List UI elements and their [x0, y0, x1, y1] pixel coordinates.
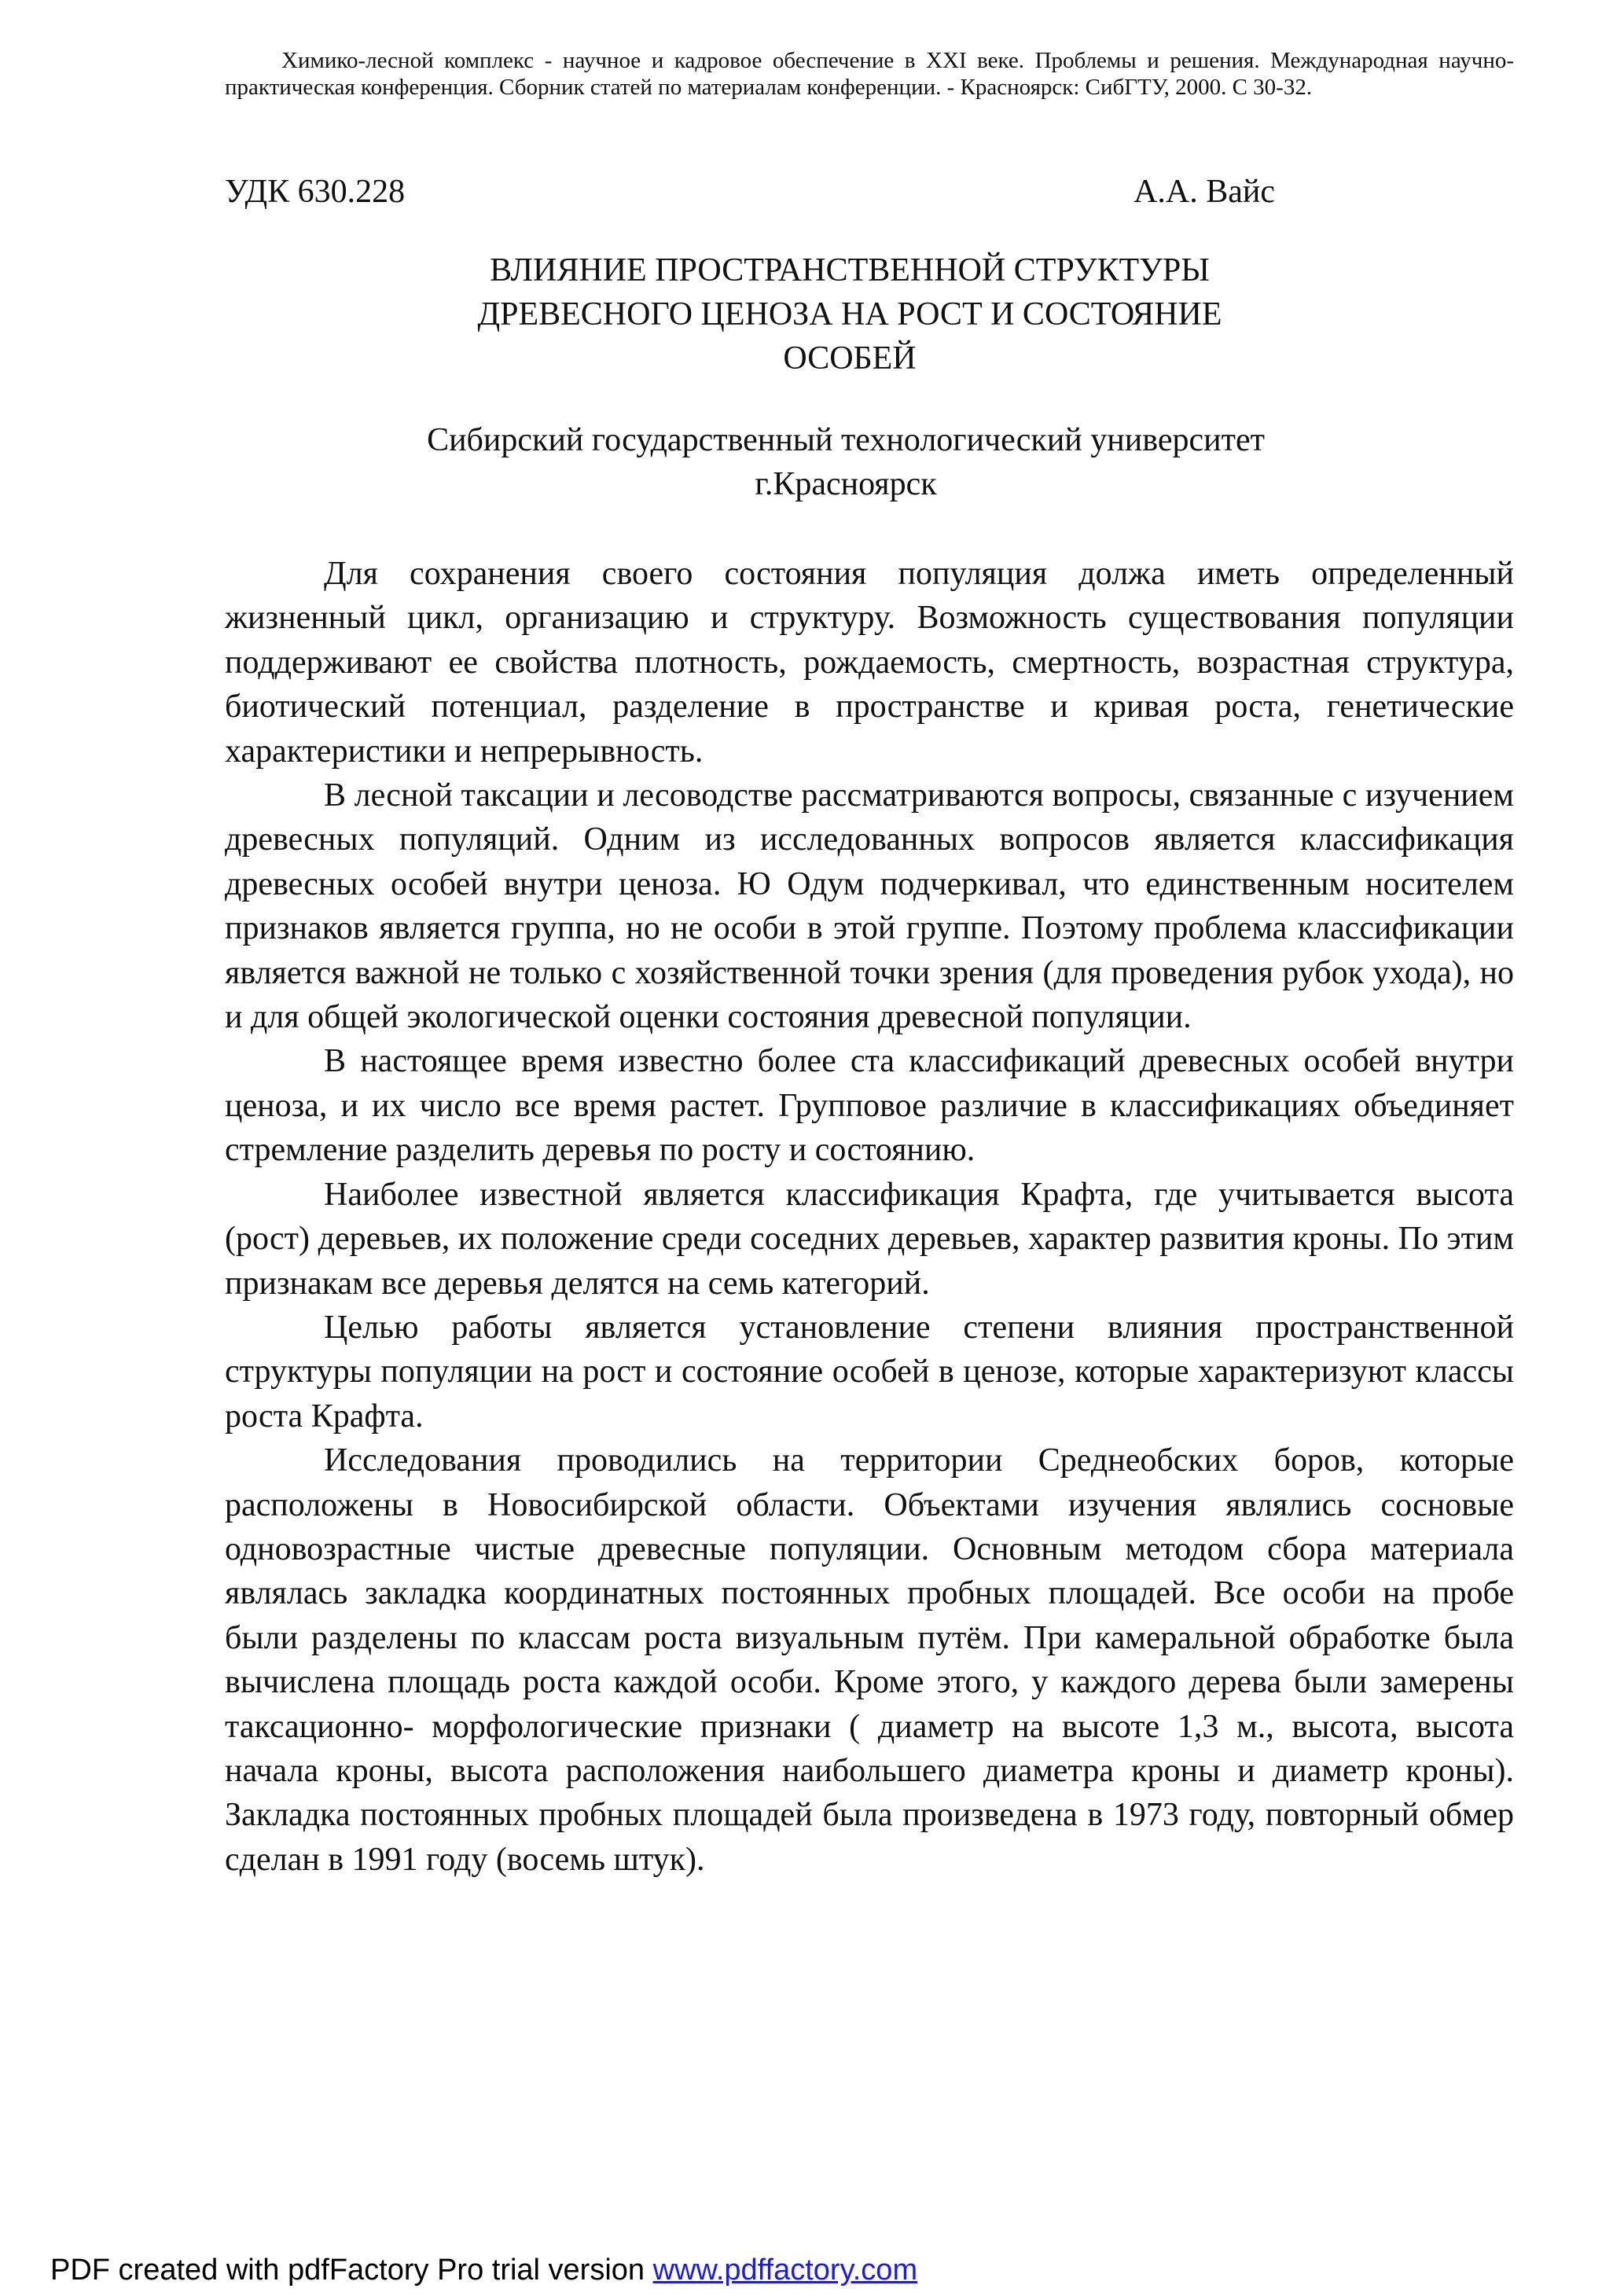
body-paragraph: Наиболее известной является классификация Крафта, где учитывается высота (рост) деревьев, их положение среди соседних деревьев, характер развития кроны. По этим признакам все деревья делятся на семь категорий. — [225, 1176, 1514, 1302]
pdf-footer — [50, 2253, 917, 2287]
affiliation-line: г.Красноярск — [755, 466, 937, 502]
article-title — [225, 248, 1514, 380]
author-name: А.А. Вайс — [1133, 174, 1275, 210]
affiliation-line: Сибирский государственный технологический университет — [427, 422, 1265, 458]
body-paragraph: В настоящее время известно более ста классификаций древесных особей внутри ценоза, и их число все время растет. Групповое различие в классификациях объединяет стремление разделить деревья по росту и состоянию. — [225, 1043, 1514, 1169]
udk-code: УДК 630.228 — [225, 174, 406, 210]
title-line: ВЛИЯНИЕ ПРОСТРАНСТВЕННОЙ СТРУКТУРЫ — [490, 252, 1210, 288]
citation: Химико-лесной комплекс - научное и кадровое обеспечение в XXI веке. Проблемы и решения. Международная научно-практическая конференция. Сборник статей по материалам конференции. - Красноярск: СибГТУ, 2000. С 30-32. — [225, 48, 1514, 100]
title-line: ОСОБЕЙ — [783, 340, 917, 377]
body-paragraph: Исследования проводились на территории Среднеобских боров, которые расположены в Новосибирской области. Объектами изучения являлись сосновые одновозрастные чистые древесные популяции. Основным методом сбора материала являлась закладка координатных постоянных пробных площадей. Все особи на пробе были разделены по классам роста визуальным путём. При камеральной обработке была вычислена площадь роста каждой особи. Кроме этого, у каждого дерева были замерены таксационно- морфологические признаки ( диаметр на высоте 1,3 м., высота, высота начала кроны, высота расположения наибольшего диаметра кроны и диаметр кроны). Закладка постоянных пробных площадей была произведена в 1973 году, повторный обмер сделан в 1991 году (восемь штук). — [225, 1442, 1514, 1878]
article-body — [225, 552, 1514, 1882]
body-paragraph: Для сохранения своего состояния популяция должа иметь определенный жизненный цикл, организацию и структуру. Возможность существования популяции поддерживают ее свойства плотность, рождаемость, смертность, возрастная структура, биотический потенциал, разделение в пространстве и кривая роста, генетические характеристики и непрерывность. — [225, 556, 1514, 770]
body-paragraph: Целью работы является установление степени влияния пространственной структуры популяции на рост и состояние особей в ценозе, которые характеризуют классы роста Крафта. — [225, 1309, 1514, 1435]
footer-text: PDF created with pdfFactory Pro trial version — [50, 2254, 653, 2287]
affiliation — [225, 418, 1514, 506]
title-line: ДРЕВЕСНОГО ЦЕНОЗА НА РОСТ И СОСТОЯНИЕ — [477, 296, 1222, 332]
document-page — [225, 47, 1514, 1882]
body-paragraph: В лесной таксации и лесоводстве рассматриваются вопросы, связанные с изучением древесных популяций. Одним из исследованных вопросов является классификация древесных особей внутри ценоза. Ю Одум подчеркивал, что единственным носителем признаков является группа, но не особи в этой группе. Поэтому проблема классификации является важной не только с хозяйственной точки зрения (для проведения рубок ухода), но и для общей экологической оценки состояния древесной популяции. — [225, 777, 1514, 1036]
udk-author-row — [225, 173, 1514, 211]
footer-link[interactable]: www.pdffactory.com — [652, 2254, 918, 2287]
